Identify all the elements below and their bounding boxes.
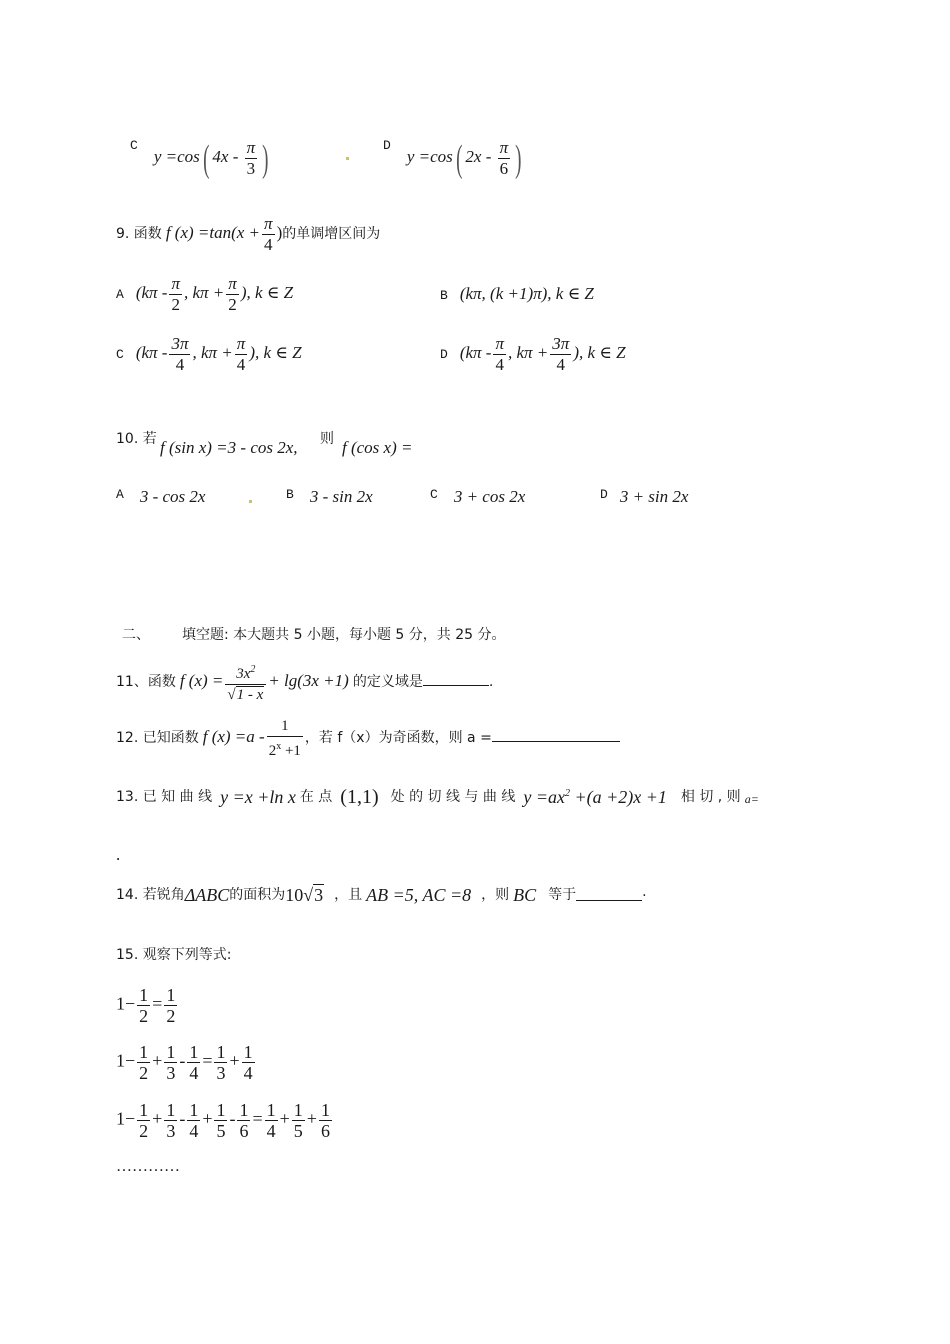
option-label: D [600, 487, 608, 502]
q9-stem [116, 214, 380, 255]
q8-c-arg: 4x - [212, 147, 243, 167]
q12-prefix: 12. 已知函数 [116, 730, 199, 747]
fraction: $\frac{1}{3}$ [166, 1042, 176, 1083]
q15-equation-2: 1− $\frac{1}{2}$ + $\frac{1}{3}$ - $\frac{1}{4}$ = $\frac{1}{3}$ + $\frac{1}{4}$ [116, 1042, 253, 1083]
q9-a-frac1: $\frac{\pi}{2}$ [171, 274, 180, 314]
q14-end: . [642, 884, 647, 900]
q13-at: 在 点 [299, 789, 333, 805]
q13-ask: a= [744, 792, 759, 806]
q10-cond: f (sin x) =3 - cos 2x, [160, 438, 298, 457]
q10-d-text: 3 + sin 2x [619, 487, 689, 506]
fraction: $\frac{1}{4}$ [266, 1100, 276, 1141]
q13-curve1: y =x +ln x [220, 787, 296, 807]
q15-ellipsis: ………… [116, 1158, 180, 1175]
q13-prefix: 13. 已 知 曲 线 [116, 789, 213, 805]
q8-option-c: $^C$ y =cos( 4x - $\frac{\pi}{3}$ ) [130, 137, 269, 180]
q9-c-part3: ), k ∈ Z [249, 343, 302, 363]
q12-frac: $\frac{1}{2^x +1}$ [268, 718, 301, 759]
q9-frac: $\frac{\pi}{4}$ [264, 214, 273, 254]
answer-blank[interactable] [576, 884, 642, 901]
option-label: D [383, 138, 391, 153]
q14 [116, 884, 647, 906]
q8-d-arg: 2x - [465, 147, 496, 167]
q9-close: ) [276, 223, 283, 243]
option-label: A [116, 287, 124, 303]
q9-c-frac1: $\frac{3\pi}{4}$ [171, 334, 189, 374]
q9-a-part1: (kπ - [135, 283, 168, 303]
answer-blank[interactable] [423, 685, 489, 686]
q15-prefix: 15. 观察下列等式: [116, 947, 232, 963]
q10-a-text: 3 - cos 2x [139, 487, 206, 506]
fraction: $\frac{1}{5}$ [216, 1100, 226, 1141]
q9-a-frac2: $\frac{\pi}{2}$ [228, 274, 237, 314]
q15-equation-3: 1− $\frac{1}{2}$ + $\frac{1}{3}$ - $\frac{1}{4}$ + $\frac{1}{5}$ - $\frac{1}{6}$ = $\frac{1}{4}$ + $\frac{1}{5}$ + $\frac{1}{6}$ [116, 1100, 330, 1141]
q11-end: . [488, 674, 494, 691]
fraction: $\frac{1}{5}$ [293, 1100, 303, 1141]
section-title: 填空题: 本大题共 5 小题，每小题 5 分，共 25 分。 [182, 627, 506, 643]
q11 [116, 660, 493, 705]
option-label: B [286, 487, 294, 502]
q10-b-text: 3 - sin 2x [309, 487, 373, 506]
option-label: C [130, 138, 138, 153]
q10-c-text: 3 + cos 2x [453, 487, 526, 506]
q9-d-frac2: $\frac{3\pi}{4}$ [552, 334, 570, 374]
stray-dot [249, 500, 252, 503]
q9-d-frac1: $\frac{\pi}{4}$ [495, 334, 504, 374]
q11-fx: f (x) = [179, 671, 224, 691]
option-label: A [116, 487, 124, 502]
q14-eq: 等于 [548, 887, 577, 903]
q10-option-a [116, 487, 205, 507]
stray-dot [346, 157, 349, 160]
q10-ask: f (cos x) = [342, 438, 413, 457]
q9-d-part2: , kπ + [507, 343, 549, 363]
q9-option-d [440, 334, 626, 375]
q11-suffix: 的定义域是 [352, 674, 423, 691]
option-label: D [440, 347, 448, 363]
q9-a-part2: , kπ + [183, 283, 225, 303]
q13-point: (1,1) [340, 786, 379, 808]
q14-area: 10√3 [285, 885, 324, 905]
q10-option-d [600, 487, 688, 507]
q9-option-a [116, 274, 293, 315]
q11-frac: $\frac{3x^2}{√1 - x}$ [225, 660, 266, 705]
fraction: $\frac{1}{2}$ [166, 985, 176, 1026]
q12 [116, 716, 620, 761]
q14-prefix: 14. 若锐角 [116, 887, 185, 903]
q9-d-part3: ), k ∈ Z [573, 343, 626, 363]
section-heading [122, 624, 506, 644]
q10-condition [160, 438, 298, 458]
q11-rest: + lg(3x +1) [268, 671, 349, 691]
q15-equation-1: 1− $\frac{1}{2}$ = $\frac{1}{2}$ [116, 985, 176, 1026]
fraction: $\frac{1}{3}$ [166, 1100, 176, 1141]
fraction: $\frac{1}{4}$ [243, 1042, 253, 1083]
q10-then: 则 [320, 431, 334, 447]
fraction: $\frac{1}{2}$ [139, 985, 149, 1026]
q9-b-text: (kπ, (k +1)π), k ∈ Z [459, 284, 594, 303]
answer-blank[interactable] [492, 741, 620, 742]
q9-suffix: 的单调增区间为 [282, 226, 381, 243]
fraction: $\frac{1}{6}$ [320, 1100, 330, 1141]
q9-option-c [116, 334, 302, 375]
fraction: $\frac{1}{6}$ [239, 1100, 249, 1141]
fraction: $\frac{1}{4}$ [189, 1100, 199, 1141]
q9-c-part2: , kπ + [192, 343, 233, 363]
q14-triangle: ΔABC [184, 885, 230, 905]
q9-a-part3: ), k ∈ Z [240, 283, 294, 303]
fraction: $\frac{1}{2}$ [139, 1100, 149, 1141]
q14-and: ，且 [334, 887, 363, 903]
q13-mid: 处 的 切 线 与 曲 线 [390, 789, 516, 805]
q9-prefix: 9. 函数 [116, 226, 162, 243]
q8-d-lhs: y =cos [406, 147, 453, 167]
q9-c-part1: (kπ - [135, 343, 168, 363]
q13 [116, 786, 759, 809]
fraction: $\frac{1}{4}$ [189, 1042, 199, 1083]
q14-area-label: 的面积为 [229, 887, 286, 903]
option-label: C [116, 347, 124, 363]
q14-then: ，则 [481, 887, 510, 903]
q10-prefix: 10. 若 [116, 431, 157, 447]
q8-d-frac: $\frac{\pi}{6}$ [499, 138, 509, 178]
q8-c-frac: $\frac{\pi}{3}$ [246, 138, 256, 178]
q8-option-d: $^D$ y =cos( 2x - $\frac{\pi}{6}$ ) [383, 137, 522, 180]
fraction: $\frac{1}{2}$ [139, 1042, 149, 1083]
q8-c-lhs: y =cos [153, 147, 200, 167]
q12-mid: ，若 f（x）为奇函数，则 a = [304, 730, 492, 747]
q14-sides: AB =5, AC =8 [366, 885, 472, 905]
q11-prefix: 11、函数 [116, 674, 176, 691]
q14-bc: BC [513, 885, 537, 905]
q13-tail: 相 切 , 则 [680, 789, 741, 805]
q10-option-c [430, 487, 525, 507]
q10-option-b [286, 487, 373, 507]
q9-fx: f (x) =tan(x + [165, 223, 261, 243]
option-label: B [440, 288, 448, 303]
section-number: 二、 [122, 627, 150, 643]
q13-trailing-dot: . [116, 845, 121, 864]
q9-option-b [440, 284, 594, 304]
q9-c-frac2: $\frac{\pi}{4}$ [236, 334, 246, 374]
q12-fx: f (x) =a - [202, 727, 265, 747]
option-label: C [430, 487, 438, 502]
fraction: $\frac{1}{3}$ [216, 1042, 226, 1083]
q13-curve2: $y =ax^2 +(a +2)x +1$ [523, 787, 667, 807]
q9-d-part1: (kπ - [459, 343, 492, 363]
